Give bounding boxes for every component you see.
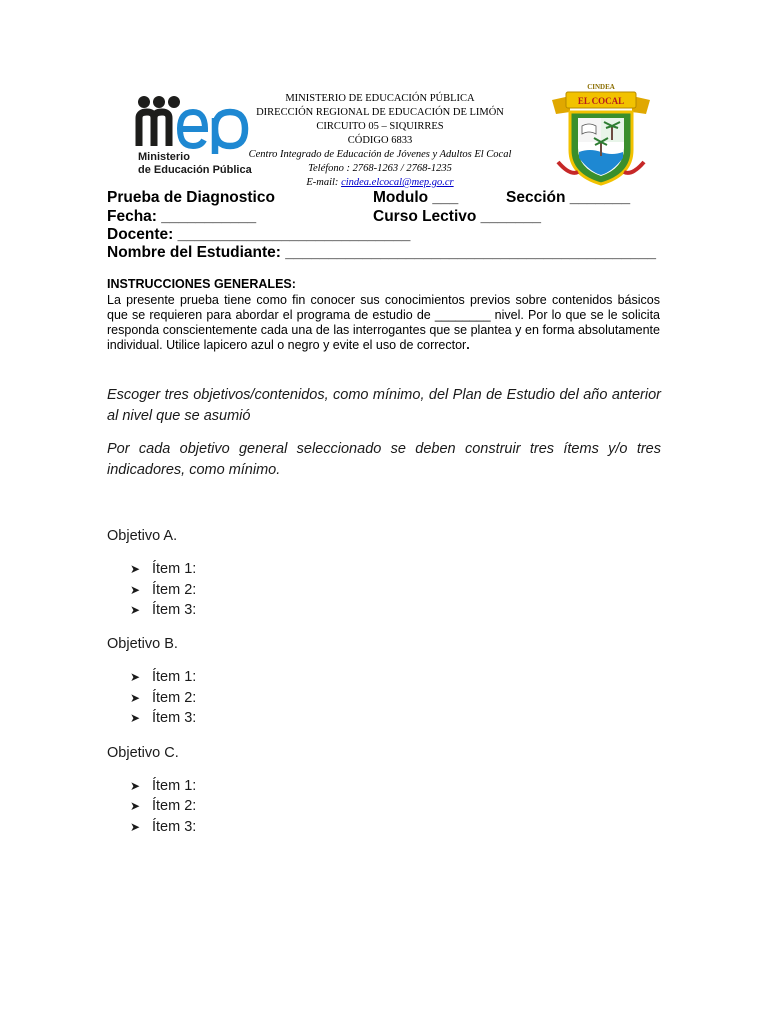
list-item [130,819,196,835]
phone: Teléfono : 2768-1263 / 2768-1235 [308,163,452,174]
module-field[interactable]: Modulo ___ [373,189,459,206]
mep-subtitle-line-2: de Educación Pública [138,164,252,176]
instructions-text: La presente prueba tiene como fin conocer sus conocimientos previos sobre contenidos básicos que se requieren para abordar el programa de estudio de ________ nivel. Por lo que se le solicita responda conscientemente cada una de las interrogantes que se plantea y en forma absolutamente individual. Utilice lapicero azul o negro y evite el uso de corrector [107,293,660,352]
item-label: Ítem 2: [152,690,197,706]
arrowhead-bullet-icon: ➤ [130,779,141,793]
institution-header [230,92,530,190]
guidance-paragraph-2: Por cada objetivo general seleccionado se deben construir tres ítems y/o tres indicadores, como mínimo. [107,441,661,478]
list-item [130,582,196,598]
date-field[interactable]: Fecha: ___________ [107,208,257,225]
item-label: Ítem 1: [152,561,197,577]
teacher-field[interactable]: Docente: ___________________________ [107,226,411,243]
email-link[interactable]: cindea.elcocal@mep.go.cr [341,177,454,188]
student-name-field[interactable]: Nombre del Estudiante: ___________________________________________ [107,244,656,261]
list-item [130,561,196,577]
item-label: Ítem 2: [152,582,197,598]
arrowhead-bullet-icon: ➤ [130,603,141,617]
arrowhead-bullet-icon: ➤ [130,820,141,834]
list-item [130,669,196,685]
email-label: E-mail: [306,177,342,188]
center-name: Centro Integrado de Educación de Jóvenes y Adultos El Cocal [248,149,512,160]
institution-line-3: CIRCUITO 05 – SIQUIRRES [316,121,444,132]
list-item [130,710,196,726]
institution-line-2: DIRECCIÓN REGIONAL DE EDUCACIÓN DE LIMÓN [256,107,504,118]
section-field[interactable]: Sección _______ [506,189,631,206]
crest-top-text: CINDEA [587,83,615,91]
mep-subtitle-line-1: Ministerio [138,151,190,163]
institution-line-1: MINISTERIO DE EDUCACIÓN PÚBLICA [285,93,475,104]
item-label: Ítem 3: [152,602,197,618]
guidance-paragraph-1: Escoger tres objetivos/contenidos, como mínimo, del Plan de Estudio del año anterior al nivel que se asumió [107,387,661,424]
arrowhead-bullet-icon: ➤ [130,691,141,705]
item-label: Ítem 1: [152,778,197,794]
instructions-body [107,293,660,353]
instructions-title: INSTRUCCIONES GENERALES: [107,277,296,291]
objective-b-label: Objetivo B. [107,636,178,652]
list-item [130,778,196,794]
instructions-end: . [466,338,470,352]
email-line [230,176,530,190]
list-item [130,798,196,814]
test-title: Prueba de Diagnostico [107,189,275,206]
institution-line-4: CÓDIGO 6833 [347,135,413,146]
arrowhead-bullet-icon: ➤ [130,670,141,684]
item-label: Ítem 2: [152,798,197,814]
item-label: Ítem 3: [152,710,197,726]
arrowhead-bullet-icon: ➤ [130,799,141,813]
arrowhead-bullet-icon: ➤ [130,562,141,576]
objective-c-label: Objetivo C. [107,745,179,761]
arrowhead-bullet-icon: ➤ [130,711,141,725]
item-label: Ítem 3: [152,819,197,835]
item-label: Ítem 1: [152,669,197,685]
arrowhead-bullet-icon: ➤ [130,583,141,597]
list-item [130,690,196,706]
school-year-field[interactable]: Curso Lectivo _______ [373,208,542,225]
objective-a-label: Objetivo A. [107,528,178,544]
list-item [130,602,196,618]
crest-banner-text: EL COCAL [577,96,625,106]
cindea-crest [548,80,654,190]
crest-icon [548,80,654,190]
